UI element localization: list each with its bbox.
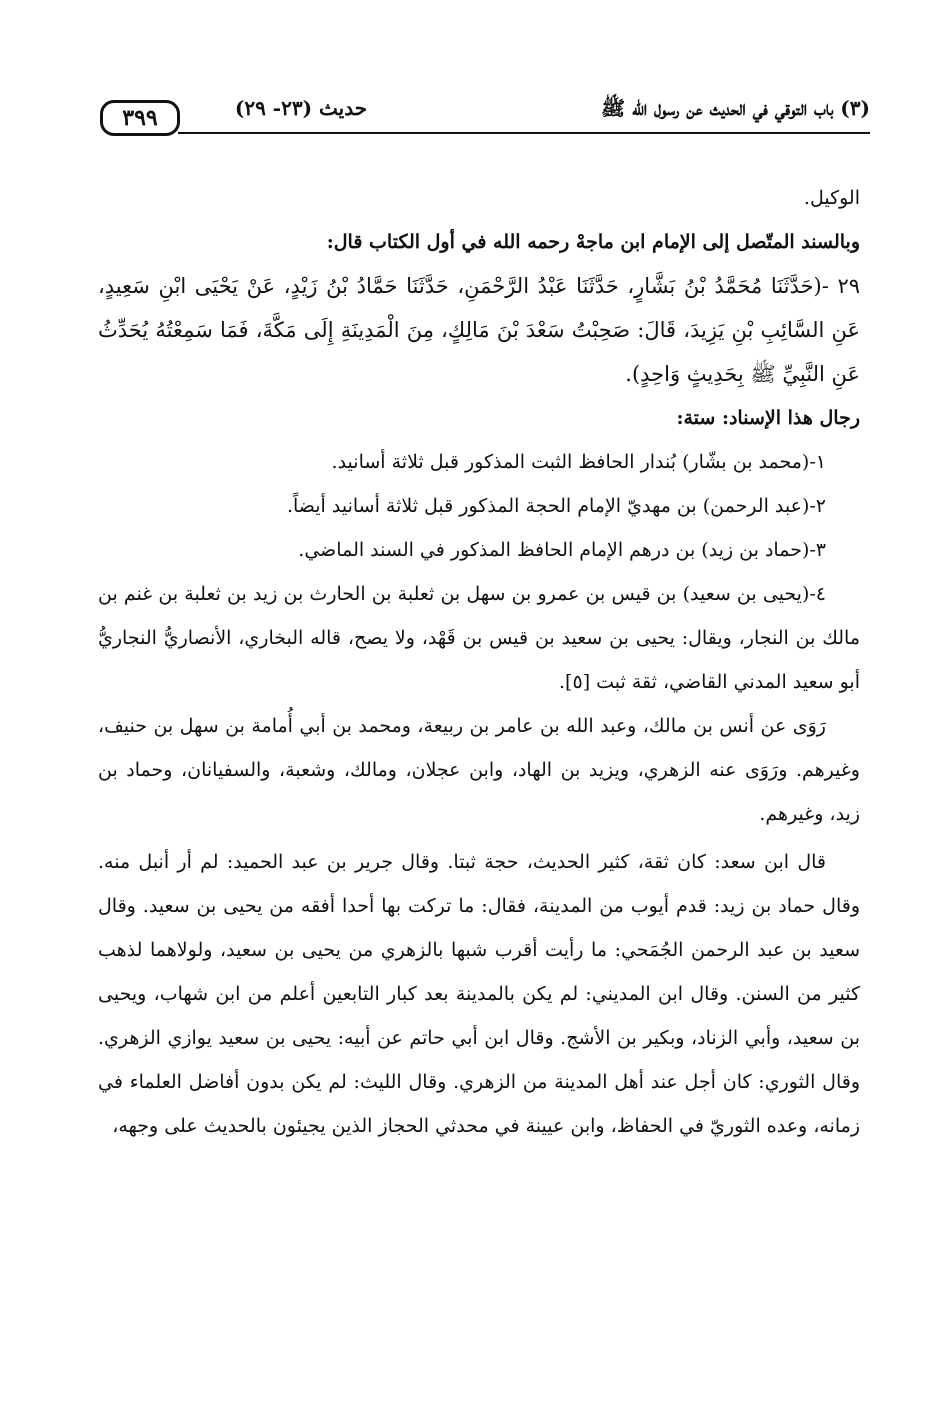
narrator-1: ١-(محمد بن بشّار) بُندار الحافظ الثبت المذكور قبل ثلاثة أسانيد. <box>331 451 826 473</box>
narrator-2: ٢-(عبد الرحمن) بن مهديّ الإمام الحجة المذكور قبل ثلاثة أسانيد أيضاً. <box>286 495 826 517</box>
hadith-text: ٢٩ -(حَدَّثَنَا مُحَمَّدُ بْنُ بَشَّارٍ، حَدَّثَنَا عَبْدُ الرَّحْمَنِ، حَدَّثَنَا حَمَّادُ بْنُ زَيْدٍ، عَنْ يَحْيَى ابْنِ سَعِيدٍ، عَنِ السَّائِبِ بْنِ يَزِيدَ، قَالَ: صَحِبْتُ سَعْدَ بْنَ مَالِكٍ، مِنَ الْمَدِينَةِ إِلَى مَكَّةَ، فَمَا سَمِعْتُهُ يُحَدِّثُ عَنِ النَّبِيِّ ﷺ بِحَدِيثٍ وَاحِدٍ). <box>98 274 860 386</box>
hadith-range: حديث (٢٣- ٢٩) <box>234 96 368 120</box>
narrations-paragraph: رَوَى عن أنس بن مالك، وعبد الله بن عامر بن ربيعة، ومحمد بن أبي أُمامة بن سهل بن حنيف، وغيرهم. ورَوَى عنه الزهري، ويزيد بن الهاد، وابن عجلان، ومالك، وشعبة، والسفيانان، وحماد بن زيد، وغيرهم. <box>98 715 860 825</box>
narrator-3: ٣-(حماد بن زيد) بن درهم الإمام الحافظ المذكور في السند الماضي. <box>298 539 826 561</box>
narrator-4: ٤-(يحيى بن سعيد) بن قيس بن عمرو بن سهل بن ثعلبة بن الحارث بن زيد بن ثعلبة بن غنم بن مالك بن النجار، ويقال: يحيى بن سعيد بن قيس بن قَهْد، ولا يصح، قاله البخاري، الأنصاريُّ النجاريُّ أبو سعيد المدني القاضي، ثقة ثبت [٥]. <box>98 583 860 693</box>
page-number-box: ٣٩٩ <box>100 100 180 136</box>
opening-word: الوكيل. <box>803 187 860 209</box>
scholars-praise-paragraph: قال ابن سعد: كان ثقة، كثير الحديث، حجة ثبتا. وقال جرير بن عبد الحميد: لم أر أنبل منه. وقال حماد بن زيد: قدم أيوب من المدينة، فقال: ما تركت بها أحدا أفقه من يحيى بن سعيد. وقال سعيد بن عبد الرحمن الجُمَحي: ما رأيت أقرب شبها بالزهري من يحيى بن سعيد، ولولاهما لذهب كثير من السنن. وقال ابن المديني: لم يكن بالمدينة بعد كبار التابعين أعلم من ابن شهاب، ويحيى بن سعيد، وأبي الزناد، وبكير بن الأشج. وقال ابن أبي حاتم عن أبيه: يحيى بن سعيد يوازي الزهري. وقال الثوري: كان أجل عند أهل المدينة من الزهري. وقال الليث: لم يكن بدون أفاضل العلماء في زمانه، وعده الثوريّ في الحفاظ، وابن عيينة في محدثي الحجاز الذين يجيئون بالحديث على وجهه، <box>98 851 860 1137</box>
chapter-title: (٣) باب التوقي في الحديث عن رسول الله ﷺ <box>601 96 870 120</box>
narrators-heading: رجال هذا الإسناد: ستة: <box>676 407 860 429</box>
page-body <box>98 176 860 1148</box>
page-header <box>100 84 870 144</box>
header-divider <box>178 132 870 134</box>
isnad-intro: وبالسند المتّصل إلى الإمام ابن ماجهْ رحمه الله في أول الكتاب قال: <box>326 231 860 253</box>
